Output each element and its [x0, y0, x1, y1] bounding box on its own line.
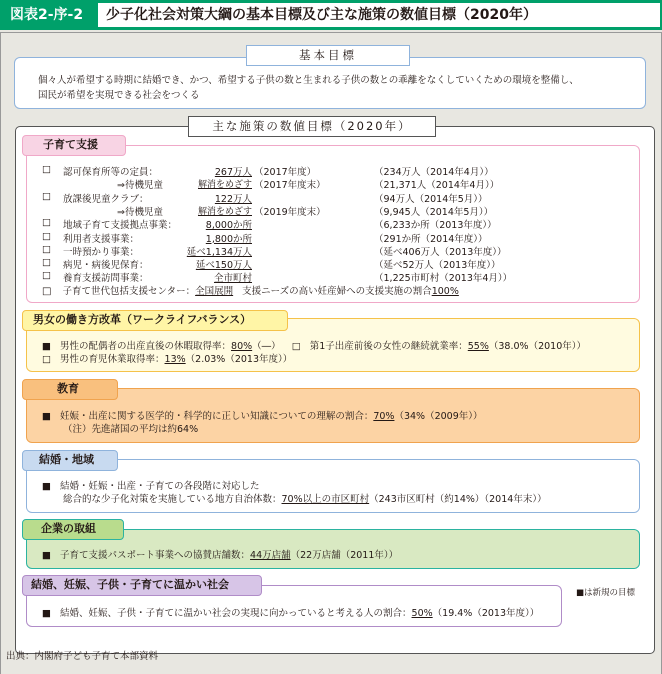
row-label: 放課後児童クラブ： [63, 193, 149, 205]
row-target: 全市町村 [213, 273, 252, 285]
checkbox-mark: □ [42, 286, 52, 297]
row-current: （6,233か所（2013年度）） [374, 220, 497, 232]
checkbox-mark: □ [42, 164, 51, 175]
row-target: 50% [411, 608, 433, 619]
row-label: 子育て世代包括支援センター： [62, 286, 196, 297]
work-style-label: 男女の働き方改革（ワークライフバランス） [22, 310, 288, 331]
checkbox-mark: □ [42, 257, 51, 269]
new-target-mark: ■ [42, 341, 51, 352]
row-label: 妊娠・出産に関する医学的・科学的に正しい知識についての理解の割合： [60, 411, 374, 422]
row-label: 結婚・妊娠・出産・子育ての各段階に対応した [60, 481, 260, 492]
checkbox-mark: □ [42, 190, 51, 202]
new-target-legend: ■は新規の目標 [576, 588, 636, 598]
new-target-mark: ■ [42, 608, 51, 619]
row-label: 養育支援訪問事業： [63, 273, 149, 285]
childcare-label: 子育て支援 [22, 135, 126, 156]
row-current: （―） [252, 341, 281, 352]
row-current: （19.4%（2013年度）） [432, 608, 540, 619]
checkbox-mark: □ [42, 270, 51, 282]
basic-goal-title: 基本目標 [246, 45, 410, 66]
row-current: （1,225市町村（2013年4月）） [374, 273, 513, 285]
row-current: （22万店舗（2011年）） [290, 550, 399, 561]
childcare-row [42, 283, 459, 297]
row-target: 解消をめざす [197, 180, 252, 191]
new-target-mark: ■ [42, 550, 51, 561]
row-target: 解消をめざす [197, 206, 252, 217]
row-target: 全国展開 [195, 286, 234, 297]
row-current: （38.0%（2010年）） [488, 341, 586, 352]
warm-society-row [42, 605, 539, 619]
row-label: 男性の育児休業取得率： [60, 354, 165, 365]
row-current: （2.03%（2013年度）） [185, 354, 293, 365]
row-target: 55% [467, 341, 489, 352]
row-target: 70% [373, 411, 395, 422]
row-label: 認可保育所等の定員： [63, 167, 159, 178]
row-current: （延べ52万人（2013年度）） [374, 260, 501, 272]
row-current: （234万人（2014年4月）） [374, 167, 494, 178]
row-current: （9,945人（2014年5月）） [374, 206, 494, 218]
row-label: 一時預かり事業： [63, 246, 140, 258]
row-target: 8,000か所 [205, 220, 252, 232]
row-target: 122万人 [214, 193, 252, 205]
warm-society-label: 結婚、妊娠、子供・子育てに温かい社会 [22, 575, 262, 596]
figure-title: 少子化社会対策大綱の基本目標及び主な施策の数値目標（2020年） [98, 3, 660, 27]
row-current: （延べ406万人（2013年度）） [374, 246, 507, 258]
row-label: 総合的な少子化対策を実施している地方自治体数： [63, 494, 282, 505]
checkbox-mark: □ [42, 243, 51, 255]
new-target-mark: ■ [42, 481, 51, 492]
row-target: 1,800か所 [205, 233, 252, 245]
basic-goal-line1: 個々人が希望する時期に結婚でき、かつ、希望する子供の数と生まれる子供の数との乖離をなくしていくための環境を整備し、 [38, 75, 579, 86]
checkbox-mark: □ [42, 217, 51, 229]
row-label: 子育て支援パスポート事業への協賛店舗数： [60, 550, 251, 561]
row-target: 44万店舗 [250, 550, 291, 561]
work-row-1 [42, 338, 586, 352]
row-year: （2017年度末） [254, 180, 326, 192]
education-label: 教育 [22, 379, 118, 400]
row-label: ⇒待機児童 [117, 180, 163, 192]
row-year: （2017年度） [254, 167, 317, 178]
row-text: 支援ニーズの高い妊産婦への支援実施の割合 [242, 286, 432, 297]
row-target: 13% [164, 354, 186, 365]
figure-header [0, 0, 662, 30]
marriage-row-2 [63, 491, 547, 505]
source-note: 出典：内閣府子ども子育て本部資料 [6, 651, 159, 662]
marriage-region-label: 結婚・地域 [22, 450, 118, 471]
row-label: 男性の配偶者の出産直後の休暇取得率： [60, 341, 232, 352]
row-target: 延べ150万人 [195, 260, 252, 272]
row-pct: 100% [431, 286, 459, 297]
row-current: （243市区町村（約14%）（2014年末）） [369, 494, 547, 505]
work-row-2 [42, 351, 292, 365]
row-target: 80% [231, 341, 253, 352]
row-current: （94万人（2014年5月）） [374, 193, 488, 205]
new-target-mark: ■ [42, 411, 51, 422]
checkbox-mark: □ [42, 230, 51, 242]
row-label: 病児・病後児保育： [63, 260, 149, 272]
checkbox-mark: □ [291, 341, 301, 352]
row-label: ⇒待機児童 [117, 206, 163, 218]
marriage-row [42, 478, 260, 492]
figure-id: 図表2-序-2 [10, 7, 84, 23]
row-current: （34%（2009年）） [394, 411, 483, 422]
checkbox-mark: □ [42, 354, 51, 365]
row-target: 延べ1,134万人 [186, 246, 252, 258]
row-label: 利用者支援事業： [63, 233, 140, 245]
education-row [42, 408, 483, 422]
education-note: （注）先進諸国の平均は約64% [63, 424, 199, 435]
basic-goal-line2: 国民が希望を実現できる社会をつくる [38, 90, 200, 101]
row-current: （21,371人（2014年4月）） [374, 180, 500, 192]
row-label: 地域子育て支援拠点事業： [63, 220, 178, 232]
corporate-label: 企業の取組 [22, 519, 124, 540]
row-target: 267万人 [214, 167, 252, 178]
row-target: 70%以上の市区町村 [281, 494, 370, 505]
row-label: 結婚、妊娠、子供・子育てに温かい社会の実現に向かっていると考える人の割合： [60, 608, 412, 619]
corporate-row [42, 547, 398, 561]
row-label: 第1子出産前後の女性の継続就業率： [309, 341, 468, 352]
row-current: （291か所（2014年度）） [374, 233, 488, 245]
main-targets-title: 主な施策の数値目標（2020年） [188, 116, 436, 137]
row-year: （2019年度末） [254, 206, 326, 218]
